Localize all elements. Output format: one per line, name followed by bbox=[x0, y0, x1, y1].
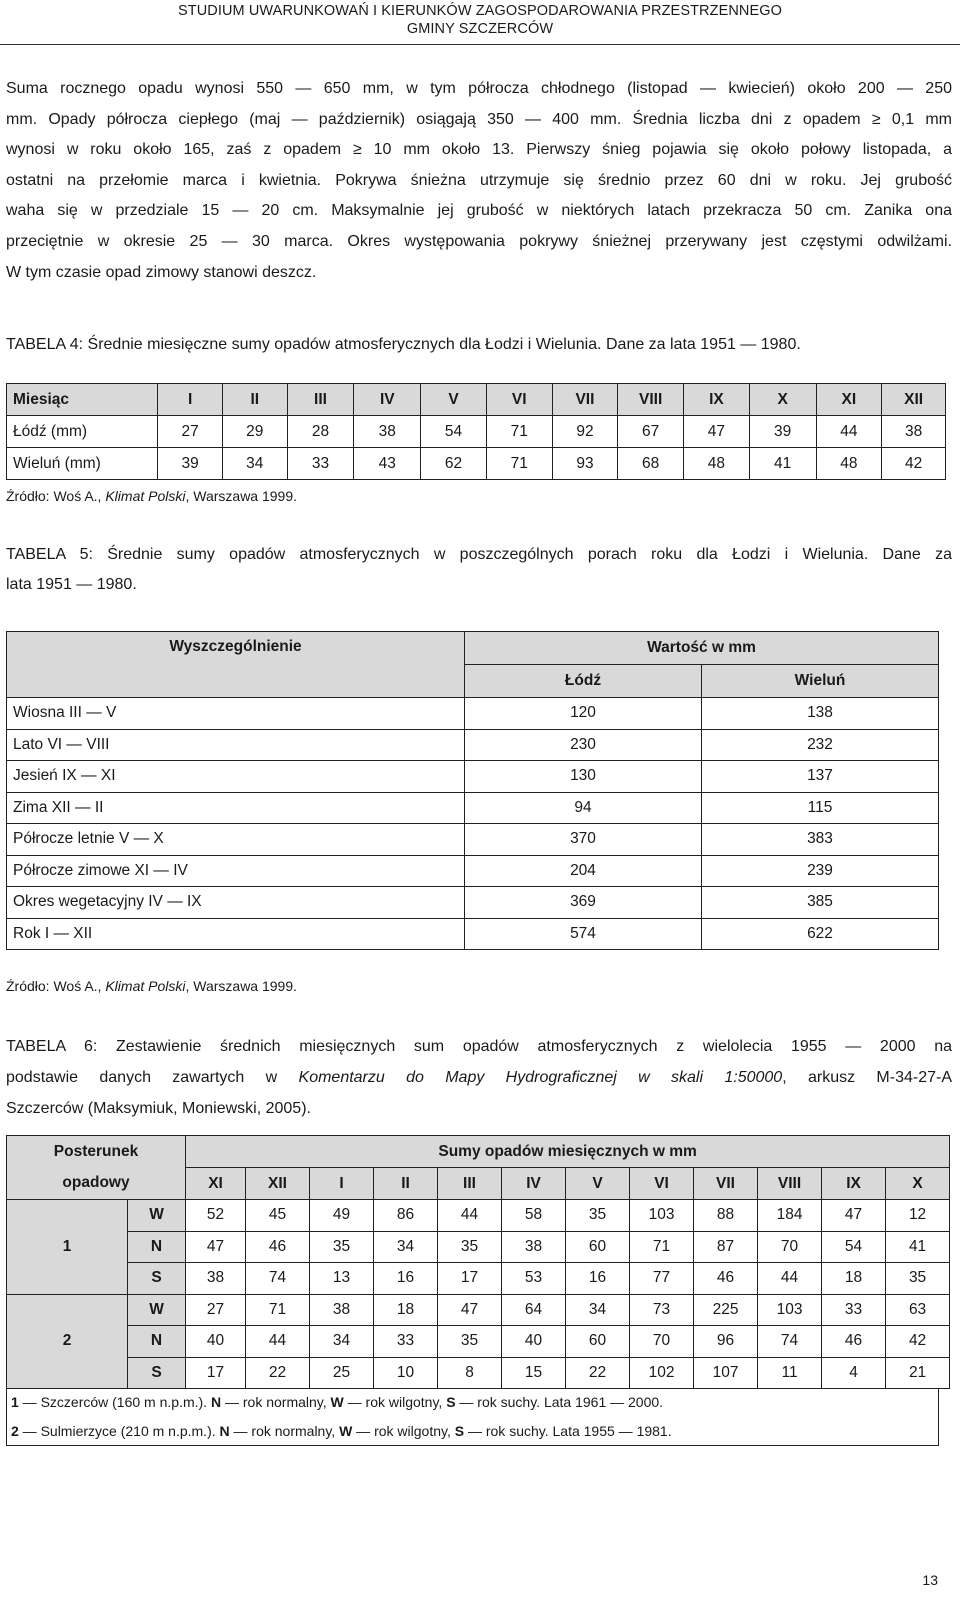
table6-cell: 64 bbox=[502, 1294, 566, 1326]
table6-cell: 86 bbox=[374, 1200, 438, 1232]
table4-header-cell: IX bbox=[684, 384, 750, 416]
table6-year-type: W bbox=[128, 1294, 186, 1326]
table6-month: XII bbox=[246, 1168, 310, 1200]
intro-line: W tym czasie opad zimowy stanowi deszcz. bbox=[6, 263, 317, 281]
note-key: W bbox=[330, 1394, 344, 1410]
table5-row bbox=[7, 855, 939, 887]
table4-cell: 71 bbox=[486, 448, 552, 480]
table6-cell: 58 bbox=[502, 1200, 566, 1232]
table6-cell: 16 bbox=[374, 1263, 438, 1295]
table6-cell: 25 bbox=[310, 1357, 374, 1389]
table6-cell: 47 bbox=[822, 1200, 886, 1232]
table6-cell: 88 bbox=[694, 1200, 758, 1232]
table6-cell: 34 bbox=[310, 1326, 374, 1358]
table5-cell: 115 bbox=[702, 792, 939, 824]
table5-header-value: Wartość w mm bbox=[465, 632, 939, 665]
table5-row bbox=[7, 792, 939, 824]
table6-month: IV bbox=[502, 1168, 566, 1200]
table6-month: II bbox=[374, 1168, 438, 1200]
source-text: , Warszawa 1999. bbox=[185, 488, 298, 504]
table5 bbox=[6, 631, 939, 950]
source-text: , Warszawa 1999. bbox=[185, 978, 298, 994]
caption-text: podstawie danych zawartych w bbox=[6, 1069, 299, 1086]
table5-cell: Jesień IX — XI bbox=[7, 761, 465, 793]
table6-cell: 35 bbox=[310, 1231, 374, 1263]
table4-header-cell: Miesiąc bbox=[7, 384, 158, 416]
table6-cell: 71 bbox=[246, 1294, 310, 1326]
table4-cell: 41 bbox=[749, 448, 816, 480]
table6-cell: 46 bbox=[694, 1263, 758, 1295]
table4-cell: 93 bbox=[552, 448, 618, 480]
caption-text: , arkusz M-34-27-A bbox=[782, 1069, 952, 1086]
page-number: 13 bbox=[922, 1572, 938, 1588]
table6-cell: 22 bbox=[566, 1357, 630, 1389]
note-key: S bbox=[454, 1423, 465, 1439]
table4 bbox=[6, 383, 946, 480]
table6-header-station: Posterunek bbox=[7, 1136, 186, 1168]
table4-header-row bbox=[7, 384, 946, 416]
table4-header-cell: III bbox=[287, 384, 354, 416]
table6-cell: 38 bbox=[310, 1294, 374, 1326]
table6-month: XI bbox=[186, 1168, 246, 1200]
table4-source bbox=[6, 487, 297, 505]
table6-cell: 13 bbox=[310, 1263, 374, 1295]
table5-row bbox=[7, 761, 939, 793]
table6-caption-line bbox=[6, 1062, 952, 1093]
table6-cell: 10 bbox=[374, 1357, 438, 1389]
table4-header-cell: II bbox=[222, 384, 287, 416]
table4-cell: 38 bbox=[882, 416, 946, 448]
table6-cell: 27 bbox=[186, 1294, 246, 1326]
table4-row bbox=[7, 448, 946, 480]
table4-cell: 34 bbox=[222, 448, 287, 480]
table6-cell: 102 bbox=[630, 1357, 694, 1389]
table5-cell: 137 bbox=[702, 761, 939, 793]
table5-cell: 204 bbox=[465, 855, 702, 887]
table6-row bbox=[7, 1357, 950, 1389]
table5-cell: Półrocze zimowe XI — IV bbox=[7, 855, 465, 887]
note-text: — Sulmierzyce (210 m n.p.m.). bbox=[18, 1423, 220, 1439]
note-text: — rok suchy. Lata 1961 — 2000. bbox=[455, 1394, 664, 1410]
intro-line: przeciętnie w okresie 25 — 30 marca. Okres występowania pokrywy śnieżnej przerywany jest częstymi odwilżami. bbox=[6, 232, 952, 250]
table5-cell: 370 bbox=[465, 824, 702, 856]
table6-cell: 53 bbox=[502, 1263, 566, 1295]
table6-cell: 70 bbox=[758, 1231, 822, 1263]
table4-cell: Wieluń (mm) bbox=[7, 448, 158, 480]
table6-cell: 38 bbox=[186, 1263, 246, 1295]
table6-caption-line: TABELA 6: Zestawienie średnich miesięcznych sum opadów atmosferycznych z wielolecia 1955 — 2000 na bbox=[6, 1038, 952, 1055]
table4-cell: 38 bbox=[354, 416, 421, 448]
table4-cell: 39 bbox=[158, 448, 223, 480]
note-text: — Szczerców (160 m n.p.m.). bbox=[18, 1394, 211, 1410]
table4-cell: 71 bbox=[486, 416, 552, 448]
table6-month: VI bbox=[630, 1168, 694, 1200]
table6-cell: 35 bbox=[886, 1263, 950, 1295]
note-number: 2 bbox=[11, 1423, 19, 1439]
table4-cell: 33 bbox=[287, 448, 354, 480]
table6-station-id: 1 bbox=[7, 1200, 128, 1295]
table5-header-lodz: Łódź bbox=[465, 665, 702, 698]
table4-header-cell: XI bbox=[816, 384, 882, 416]
header-divider bbox=[0, 44, 960, 45]
table6-cell: 17 bbox=[438, 1263, 502, 1295]
table5-cell: Okres wegetacyjny IV — IX bbox=[7, 887, 465, 919]
table6-cell: 54 bbox=[822, 1231, 886, 1263]
table6-cell: 47 bbox=[186, 1231, 246, 1263]
table6-cell: 21 bbox=[886, 1357, 950, 1389]
table4-cell: Łódź (mm) bbox=[7, 416, 158, 448]
table6-cell: 15 bbox=[502, 1357, 566, 1389]
table6-month: X bbox=[886, 1168, 950, 1200]
table6-cell: 34 bbox=[566, 1294, 630, 1326]
table4-cell: 54 bbox=[421, 416, 487, 448]
table6-cell: 74 bbox=[758, 1326, 822, 1358]
table4-header-cell: XII bbox=[882, 384, 946, 416]
table6-cell: 11 bbox=[758, 1357, 822, 1389]
table6-cell: 44 bbox=[758, 1263, 822, 1295]
header-line-2: GMINY SZCZERCÓW bbox=[406, 21, 554, 37]
table6-cell: 107 bbox=[694, 1357, 758, 1389]
note-key: N bbox=[210, 1394, 222, 1410]
header-line-1: STUDIUM UWARUNKOWAŃ I KIERUNKÓW ZAGOSPODAROWANIA PRZESTRZENNEGO bbox=[177, 3, 783, 19]
table5-cell: 383 bbox=[702, 824, 939, 856]
table4-header-cell: X bbox=[749, 384, 816, 416]
table6-cell: 34 bbox=[374, 1231, 438, 1263]
table5-cell: 138 bbox=[702, 698, 939, 730]
table6-station-id: 2 bbox=[7, 1294, 128, 1389]
table6-cell: 16 bbox=[566, 1263, 630, 1295]
table6-cell: 47 bbox=[438, 1294, 502, 1326]
table5-row bbox=[7, 824, 939, 856]
intro-line: ostatni na przełomie marca i kwietnia. Pokrywa śnieżna utrzymuje się średnio przez 60 dni w roku. Jej grubość bbox=[6, 171, 952, 189]
note-text: — rok wilgotny, bbox=[343, 1394, 447, 1410]
table6-year-type: S bbox=[128, 1263, 186, 1295]
table6-cell: 60 bbox=[566, 1326, 630, 1358]
table6-cell: 35 bbox=[438, 1231, 502, 1263]
table6-header-sums: Sumy opadów miesięcznych w mm bbox=[186, 1136, 950, 1168]
table6-cell: 35 bbox=[438, 1326, 502, 1358]
table6-cell: 184 bbox=[758, 1200, 822, 1232]
table6-cell: 103 bbox=[630, 1200, 694, 1232]
intro-line: wynosi w roku około 165, zaś z opadem ≥ 10 mm około 13. Pierwszy śnieg pojawia się około połowy listopada, a bbox=[6, 141, 952, 159]
table6-row bbox=[7, 1200, 950, 1232]
table6-cell: 96 bbox=[694, 1326, 758, 1358]
table6-cell: 46 bbox=[822, 1326, 886, 1358]
intro-paragraph bbox=[6, 74, 952, 288]
table4-cell: 43 bbox=[354, 448, 421, 480]
table4-cell: 48 bbox=[816, 448, 882, 480]
table5-header-item: Wyszczególnienie bbox=[7, 632, 465, 698]
table5-cell: 130 bbox=[465, 761, 702, 793]
table6-cell: 103 bbox=[758, 1294, 822, 1326]
table6-month: III bbox=[438, 1168, 502, 1200]
table6-cell: 40 bbox=[502, 1326, 566, 1358]
source-title: Klimat Polski bbox=[105, 978, 186, 994]
table5-cell: 385 bbox=[702, 887, 939, 919]
note-key: S bbox=[446, 1394, 456, 1410]
document-header bbox=[0, 2, 960, 38]
table6-header-row bbox=[7, 1136, 950, 1168]
table5-source bbox=[6, 977, 297, 995]
table5-row bbox=[7, 698, 939, 730]
intro-line: waha się w przedziale 15 — 20 cm. Maksymalnie jej grubość w niektórych latach przekracza 50 cm. Zanika ona bbox=[6, 202, 952, 220]
table4-cell: 39 bbox=[749, 416, 816, 448]
table5-cell: 622 bbox=[702, 918, 939, 950]
table6-cell: 44 bbox=[438, 1200, 502, 1232]
table6-month: VII bbox=[694, 1168, 758, 1200]
table4-cell: 62 bbox=[421, 448, 487, 480]
caption-italic: Komentarzu do Mapy Hydrograficznej w skali 1:50000 bbox=[298, 1069, 783, 1086]
table5-caption-line: lata 1951 — 1980. bbox=[6, 576, 137, 593]
intro-line: Suma rocznego opadu wynosi 550 — 650 mm, w tym półrocza chłodnego (listopad — kwiecień) około 200 — 250 bbox=[6, 80, 952, 97]
note-text: — rok suchy. Lata 1955 — 1981. bbox=[464, 1423, 672, 1439]
table6-row bbox=[7, 1231, 950, 1263]
table5-cell: Półrocze letnie V — X bbox=[7, 824, 465, 856]
table4-cell: 28 bbox=[287, 416, 354, 448]
table6-cell: 8 bbox=[438, 1357, 502, 1389]
table5-header-row bbox=[7, 632, 939, 665]
table6-row bbox=[7, 1263, 950, 1295]
table6-cell: 40 bbox=[186, 1326, 246, 1358]
table6-cell: 12 bbox=[886, 1200, 950, 1232]
table4-cell: 27 bbox=[158, 416, 223, 448]
table6-cell: 52 bbox=[186, 1200, 246, 1232]
table4-cell: 92 bbox=[552, 416, 618, 448]
table6-cell: 22 bbox=[246, 1357, 310, 1389]
table6-cell: 45 bbox=[246, 1200, 310, 1232]
note-text: — rok wilgotny, bbox=[352, 1423, 455, 1439]
table4-caption: TABELA 4: Średnie miesięczne sumy opadów atmosferycznych dla Łodzi i Wielunia. Dane za lata 1951 — 1980. bbox=[6, 336, 801, 353]
table5-cell: 574 bbox=[465, 918, 702, 950]
table6-cell: 70 bbox=[630, 1326, 694, 1358]
table5-cell: Rok I — XII bbox=[7, 918, 465, 950]
table6-cell: 18 bbox=[822, 1263, 886, 1295]
source-text: Źródło: Woś A., bbox=[6, 978, 106, 994]
table6-cell: 71 bbox=[630, 1231, 694, 1263]
table6-note bbox=[11, 1393, 663, 1411]
table5-row bbox=[7, 887, 939, 919]
table6-note bbox=[11, 1422, 672, 1440]
table4-header-cell: IV bbox=[354, 384, 421, 416]
table4-cell: 42 bbox=[882, 448, 946, 480]
table5-cell: 369 bbox=[465, 887, 702, 919]
note-key: W bbox=[339, 1423, 353, 1439]
table4-header-cell: VII bbox=[552, 384, 618, 416]
table6-cell: 73 bbox=[630, 1294, 694, 1326]
table6-months-row bbox=[7, 1168, 950, 1200]
table6-year-type: W bbox=[128, 1200, 186, 1232]
table6-month: VIII bbox=[758, 1168, 822, 1200]
note-text: — rok normalny, bbox=[229, 1423, 340, 1439]
table5-caption bbox=[6, 540, 952, 600]
table6-cell: 63 bbox=[886, 1294, 950, 1326]
table4-header-cell: V bbox=[421, 384, 487, 416]
table5-cell: 120 bbox=[465, 698, 702, 730]
note-text: — rok normalny, bbox=[221, 1394, 331, 1410]
table6-month: V bbox=[566, 1168, 630, 1200]
table6-cell: 4 bbox=[822, 1357, 886, 1389]
note-number: 1 bbox=[11, 1394, 19, 1410]
note-key: N bbox=[219, 1423, 230, 1439]
table6-month: IX bbox=[822, 1168, 886, 1200]
table6-notes-box bbox=[6, 1389, 939, 1446]
table4-header-cell: VIII bbox=[618, 384, 684, 416]
table6-cell: 42 bbox=[886, 1326, 950, 1358]
table5-row bbox=[7, 918, 939, 950]
table6 bbox=[6, 1135, 950, 1389]
table6-month: I bbox=[310, 1168, 374, 1200]
table6-cell: 77 bbox=[630, 1263, 694, 1295]
table5-caption-line: TABELA 5: Średnie sumy opadów atmosferycznych w poszczególnych porach roku dla Łodzi i Wielunia. Dane za bbox=[6, 546, 952, 563]
table4-cell: 68 bbox=[618, 448, 684, 480]
table6-year-type: S bbox=[128, 1357, 186, 1389]
table6-caption bbox=[6, 1031, 952, 1124]
source-title: Klimat Polski bbox=[105, 488, 186, 504]
table5-cell: 94 bbox=[465, 792, 702, 824]
table4-cell: 48 bbox=[684, 448, 750, 480]
table6-cell: 225 bbox=[694, 1294, 758, 1326]
table4-cell: 67 bbox=[618, 416, 684, 448]
table6-cell: 46 bbox=[246, 1231, 310, 1263]
table6-year-type: N bbox=[128, 1326, 186, 1358]
table6-cell: 33 bbox=[374, 1326, 438, 1358]
table4-header-cell: VI bbox=[486, 384, 552, 416]
table5-cell: 230 bbox=[465, 729, 702, 761]
table6-cell: 60 bbox=[566, 1231, 630, 1263]
table5-header-wielun: Wieluń bbox=[702, 665, 939, 698]
table6-header-station: opadowy bbox=[7, 1168, 186, 1200]
table6-cell: 74 bbox=[246, 1263, 310, 1295]
table4-header-cell: I bbox=[158, 384, 223, 416]
table6-row bbox=[7, 1294, 950, 1326]
table6-cell: 87 bbox=[694, 1231, 758, 1263]
table6-cell: 33 bbox=[822, 1294, 886, 1326]
table4-cell: 44 bbox=[816, 416, 882, 448]
table6-cell: 44 bbox=[246, 1326, 310, 1358]
source-text: Źródło: Woś A., bbox=[6, 488, 106, 504]
table6-year-type: N bbox=[128, 1231, 186, 1263]
table4-cell: 47 bbox=[684, 416, 750, 448]
table6-cell: 38 bbox=[502, 1231, 566, 1263]
table6-cell: 35 bbox=[566, 1200, 630, 1232]
table6-row bbox=[7, 1326, 950, 1358]
table6-cell: 18 bbox=[374, 1294, 438, 1326]
table4-row bbox=[7, 416, 946, 448]
table5-cell: Zima XII — II bbox=[7, 792, 465, 824]
table6-caption-line: Szczerców (Maksymiuk, Moniewski, 2005). bbox=[6, 1100, 311, 1117]
table6-cell: 41 bbox=[886, 1231, 950, 1263]
table5-cell: 239 bbox=[702, 855, 939, 887]
table5-row bbox=[7, 729, 939, 761]
table6-cell: 17 bbox=[186, 1357, 246, 1389]
table6-cell: 49 bbox=[310, 1200, 374, 1232]
table5-cell: Lato VI — VIII bbox=[7, 729, 465, 761]
intro-line: mm. Opady półrocza ciepłego (maj — październik) osiągają 350 — 400 mm. Średnia liczba dni z opadem ≥ 0,1 mm bbox=[6, 110, 952, 128]
table5-cell: 232 bbox=[702, 729, 939, 761]
table4-cell: 29 bbox=[222, 416, 287, 448]
table5-cell: Wiosna III — V bbox=[7, 698, 465, 730]
